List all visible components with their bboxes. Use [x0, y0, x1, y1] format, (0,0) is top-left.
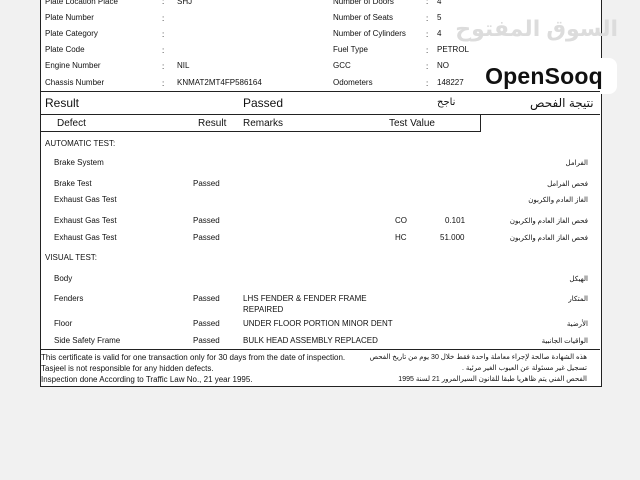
defect-name: Fenders — [54, 294, 84, 303]
result-value-arabic: ناجح — [437, 97, 456, 108]
defect-remarks: BULK HEAD ASSEMBLY REPLACED — [243, 336, 378, 345]
value-gcc: NO — [437, 61, 449, 70]
sep: : — [426, 79, 429, 88]
value-chassis-number: KNMAT2MT4FP586164 — [177, 78, 262, 87]
label-cylinders: Number of Cylinders — [333, 29, 406, 38]
sep: : — [426, 14, 429, 23]
defect-name: Exhaust Gas Test — [54, 233, 117, 242]
label-odometers: Odometers — [333, 78, 373, 87]
test-code: CO — [395, 216, 407, 225]
automatic-test-heading: AUTOMATIC TEST: — [45, 139, 116, 148]
defect-name: Floor — [54, 319, 73, 328]
sep: : — [162, 62, 165, 71]
sep: : — [426, 62, 429, 71]
test-code: HC — [395, 233, 407, 242]
footer-line: This certificate is valid for one transaction only for 30 days from the date of inspection. — [41, 353, 346, 362]
defect-name-arabic: الواقيات الجانبية — [541, 338, 588, 345]
defect-name: Side Safety Frame — [54, 336, 121, 345]
label-plate-code: Plate Code — [45, 45, 85, 54]
footer-line: Tasjeel is not responsible for any hidden defects. — [41, 364, 214, 373]
divider — [40, 91, 600, 92]
col-defect: Defect — [57, 118, 86, 129]
sep: : — [162, 46, 165, 55]
value-odometers: 148227 — [437, 78, 464, 87]
label-seats: Number of Seats — [333, 13, 394, 22]
defect-name-arabic: فحص الغاز العادم والكربون — [509, 218, 588, 225]
divider — [40, 349, 600, 350]
footer-line-arabic: تسجيل غير مسئولة عن العيوب الغير مرئية . — [461, 365, 587, 372]
defect-result: Passed — [193, 179, 220, 188]
defect-result: Passed — [193, 233, 220, 242]
sep: : — [162, 0, 165, 6]
sep: : — [162, 79, 165, 88]
col-result: Result — [198, 118, 227, 129]
label-plate-location: Plate Location Place — [45, 0, 118, 6]
result-label: Result — [45, 96, 80, 110]
defect-name-arabic: الغاز العادم والكربون — [528, 197, 588, 204]
sep: : — [426, 0, 429, 6]
value-cylinders: 4 — [437, 29, 442, 38]
sep: : — [426, 30, 429, 39]
col-test-value: Test Value — [389, 118, 435, 129]
defect-result: Passed — [193, 294, 220, 303]
label-plate-number: Plate Number — [45, 13, 94, 22]
sep: : — [426, 46, 429, 55]
footer-line: Inspection done According to Traffic Law No., 21 year 1995. — [41, 375, 253, 384]
opensooq-watermark: السوق المفتوح — [455, 16, 618, 41]
defect-name-arabic: فحص الفرامل — [547, 181, 588, 188]
divider — [40, 131, 480, 132]
value-plate-location: SHJ — [177, 0, 193, 6]
value-doors: 4 — [437, 0, 442, 6]
defect-name-arabic: المتكار — [568, 296, 588, 303]
label-doors: Number of Doors — [333, 0, 394, 6]
value-seats: 5 — [437, 13, 442, 22]
defect-result: Passed — [193, 336, 220, 345]
col-remarks: Remarks — [243, 118, 284, 129]
defect-name: Exhaust Gas Test — [54, 195, 117, 204]
footer-line-arabic: هذه الشهادة صالحة لإجراء معاملة واحدة فقط خلال 30 يوم من تاريخ الفحص — [369, 354, 587, 361]
defect-name: Brake System — [54, 158, 104, 167]
sep: : — [162, 14, 165, 23]
label-chassis-number: Chassis Number — [45, 78, 105, 87]
defect-name: Body — [54, 274, 73, 283]
defect-remarks: LHS FENDER & FENDER FRAME — [243, 294, 367, 303]
label-engine-number: Engine Number — [45, 61, 101, 70]
value-fuel-type: PETROL — [437, 45, 470, 54]
label-fuel-type: Fuel Type — [333, 45, 368, 54]
divider — [40, 114, 600, 115]
defect-remarks: UNDER FLOOR PORTION MINOR DENT — [243, 319, 393, 328]
opensooq-logo: OpenSooq — [471, 58, 617, 94]
defect-name-arabic: الأرضية — [566, 321, 588, 328]
visual-test-heading: VISUAL TEST: — [45, 253, 98, 262]
defect-result: Passed — [193, 319, 220, 328]
defect-name-arabic: فحص الغاز العادم والكربون — [509, 235, 588, 242]
test-value: 0.101 — [445, 216, 466, 225]
defect-name: Brake Test — [54, 179, 92, 188]
defect-remarks-line2: REPAIRED — [243, 305, 284, 314]
defect-name-arabic: الهيكل — [569, 276, 588, 283]
sep: : — [162, 30, 165, 39]
footer-line-arabic: الفحص الفني يتم ظاهريا طبقا للقانون السيرالمرور 21 لسنة 1995 — [398, 376, 587, 383]
label-plate-category: Plate Category — [45, 29, 98, 38]
defect-result: Passed — [193, 216, 220, 225]
defect-name-arabic: الفرامل — [565, 160, 588, 167]
divider — [480, 114, 481, 132]
result-value: Passed — [243, 96, 284, 110]
defect-name: Exhaust Gas Test — [54, 216, 117, 225]
test-value: 51.000 — [440, 233, 465, 242]
result-label-arabic: نتيجة الفحص — [530, 96, 594, 110]
label-gcc: GCC — [333, 61, 351, 70]
value-engine-number: NIL — [177, 61, 190, 70]
